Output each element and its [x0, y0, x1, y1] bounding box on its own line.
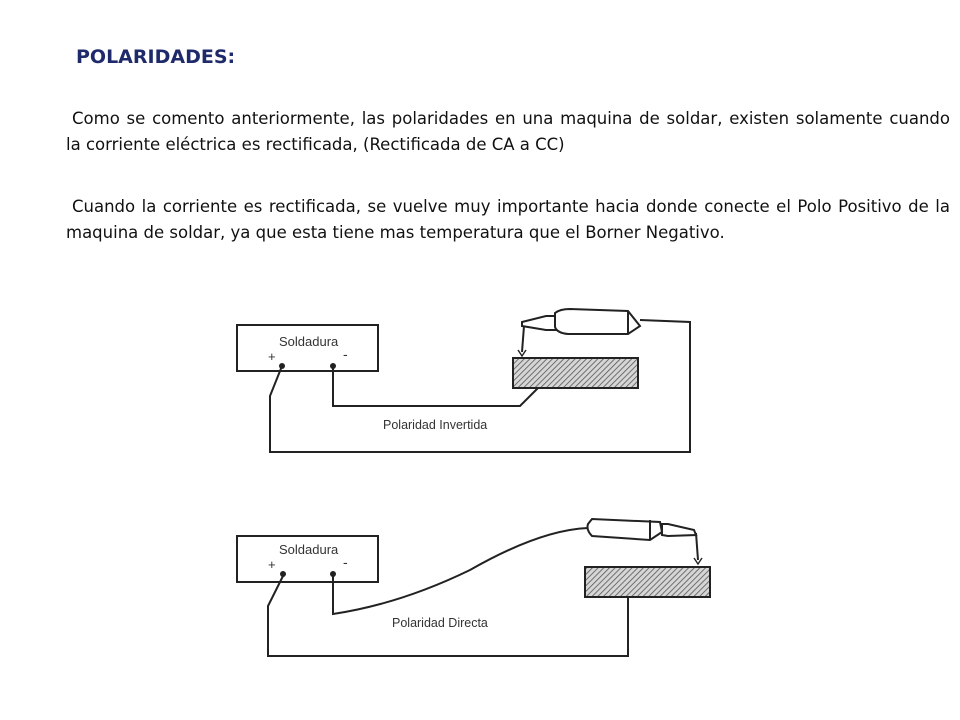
diagram-caption: Polaridad Invertida — [383, 418, 488, 432]
electrode-rod — [522, 326, 524, 352]
electrode-holder-tip — [662, 524, 696, 536]
workpiece-plate — [513, 358, 638, 388]
cable-negative-to-electrode — [333, 528, 588, 614]
minus-sign: - — [343, 554, 348, 570]
negative-terminal — [330, 363, 336, 369]
electrode-rod — [696, 533, 698, 560]
machine-label: Soldadura — [279, 334, 339, 349]
electrode-holder-tip — [522, 316, 556, 330]
page-title: POLARIDADES: — [76, 46, 236, 68]
machine-label: Soldadura — [279, 542, 339, 557]
plus-sign: + — [268, 557, 276, 572]
plus-sign: + — [268, 349, 276, 364]
negative-terminal — [330, 571, 336, 577]
positive-terminal — [279, 363, 285, 369]
diagram-caption: Polaridad Directa — [392, 616, 488, 630]
positive-terminal — [280, 571, 286, 577]
paragraph-polarity-text: Cuando la corriente es rectificada, se vuelve muy importante hacia donde conecte el Polo Positivo de la maquina de soldar, ya que esta tiene mas temperatura que el Borner Negativo. — [66, 197, 950, 242]
diagram-direct-polarity — [237, 519, 710, 656]
paragraph-intro-text: Como se comento anteriormente, las polaridades en una maquina de soldar, existen solamente cuando la corriente eléctrica es rectificada, (Rectificada de CA a CC) — [66, 109, 950, 154]
workpiece-plate — [585, 567, 710, 597]
minus-sign: - — [343, 346, 348, 362]
